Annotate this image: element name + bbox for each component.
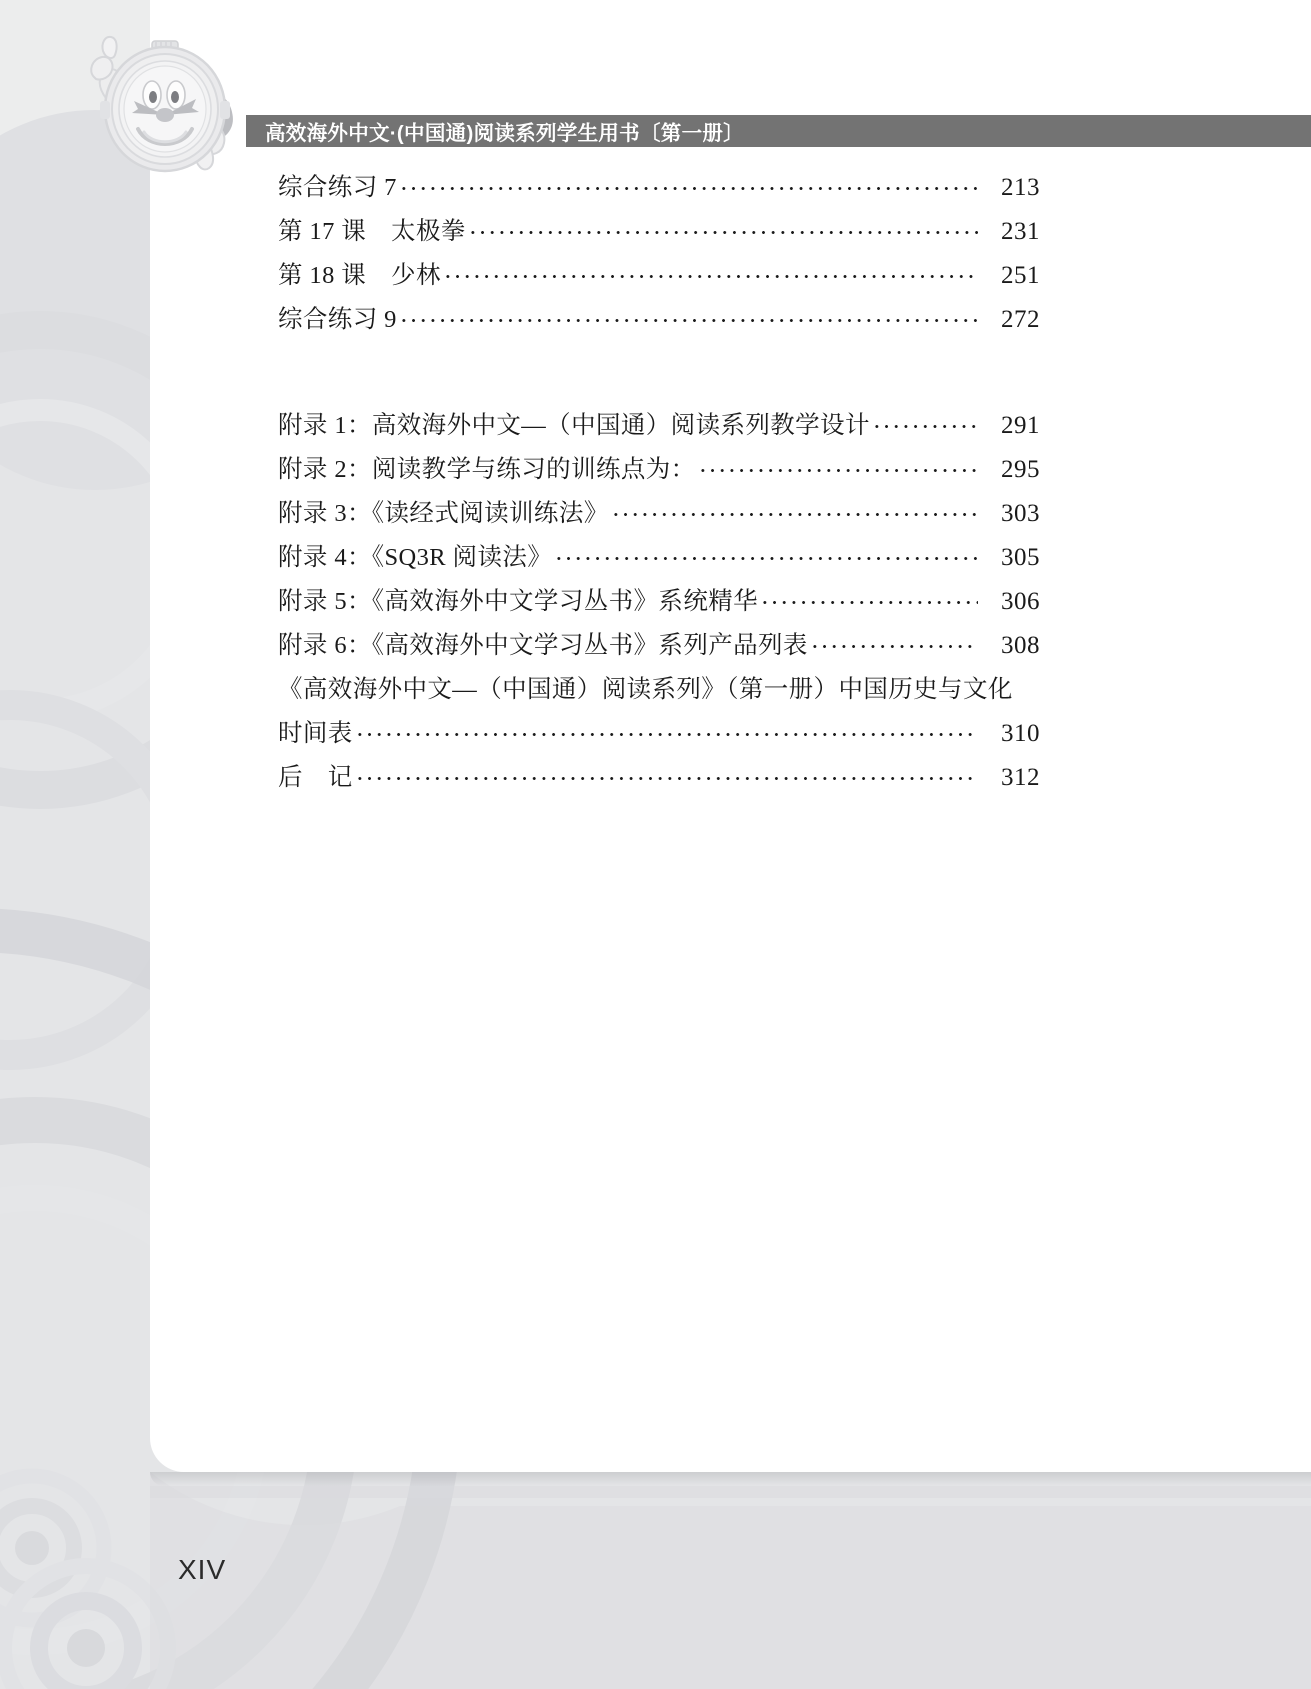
toc-page-number: 231 — [1001, 218, 1040, 245]
toc-entry-label: 附录 6：《高效海外中文学习丛书》系列产品列表 — [278, 632, 808, 659]
toc-entry-wrapped-line[interactable] — [278, 670, 1040, 714]
toc-entry[interactable] — [278, 538, 1040, 582]
running-header-title: 高效海外中文·(中国通)阅读系列学生用书〔第一册〕 — [265, 122, 744, 145]
page-card-shadow — [150, 1472, 1311, 1486]
toc-page-number: 272 — [1001, 306, 1040, 333]
toc-dot-leader — [355, 725, 978, 741]
toc-entry[interactable] — [278, 256, 1040, 300]
toc-entry-label: 综合练习 7 — [278, 174, 397, 201]
toc-dot-leader — [810, 637, 978, 653]
toc-entry-label: 第 17 课 太极拳 — [278, 218, 466, 245]
toc-entry[interactable] — [278, 494, 1040, 538]
toc-entry[interactable] — [278, 300, 1040, 344]
toc-page-number: 303 — [1001, 500, 1040, 527]
toc-page-number: 291 — [1001, 412, 1040, 439]
toc-entry[interactable] — [278, 212, 1040, 256]
toc-entry-label: 附录 1：高效海外中文—（中国通）阅读系列教学设计 — [278, 412, 870, 439]
toc-dot-leader — [698, 461, 978, 477]
toc-dot-leader — [399, 311, 978, 327]
toc-dot-leader — [760, 593, 978, 609]
toc-dot-leader — [872, 417, 978, 433]
toc-page-number: 310 — [1001, 720, 1040, 747]
toc-page-number: 251 — [1001, 262, 1040, 289]
toc-entry[interactable] — [278, 450, 1040, 494]
toc-dot-leader — [355, 769, 978, 785]
toc-entry-label: 附录 4：《SQ3R 阅读法》 — [278, 544, 553, 571]
toc-dot-leader — [399, 179, 978, 195]
smiling-clock-mascot-icon — [72, 33, 262, 183]
toc-entry[interactable] — [278, 582, 1040, 626]
toc-group — [278, 168, 1040, 344]
running-header-band — [246, 115, 1311, 147]
toc-entry-label: 《高效海外中文—（中国通）阅读系列》（第一册）中国历史与文化 — [278, 676, 1013, 703]
toc-entry[interactable] — [278, 626, 1040, 670]
toc-dot-leader — [443, 267, 978, 283]
toc-entry-label: 时间表 — [278, 720, 353, 747]
toc-dot-leader — [611, 505, 978, 521]
toc-entry[interactable] — [278, 168, 1040, 212]
page-folio: XIV — [178, 1554, 227, 1585]
toc-entry[interactable] — [278, 714, 1040, 758]
toc-page-number: 308 — [1001, 632, 1040, 659]
toc-entry[interactable] — [278, 406, 1040, 450]
toc-entry-label: 附录 3：《读经式阅读训练法》 — [278, 500, 609, 527]
table-of-contents — [278, 168, 1040, 802]
toc-group-spacer — [278, 344, 1040, 406]
toc-entry[interactable] — [278, 758, 1040, 802]
toc-page-number: 306 — [1001, 588, 1040, 615]
toc-page-number: 213 — [1001, 174, 1040, 201]
toc-page-number: 295 — [1001, 456, 1040, 483]
toc-entry-label: 第 18 课 少林 — [278, 262, 441, 289]
toc-dot-leader — [468, 223, 978, 239]
toc-page-number: 305 — [1001, 544, 1040, 571]
toc-entry-label: 附录 5：《高效海外中文学习丛书》系统精华 — [278, 588, 759, 615]
toc-entry-label: 附录 2：阅读教学与练习的训练点为： — [278, 456, 696, 483]
toc-dot-leader — [554, 549, 978, 565]
toc-group — [278, 406, 1040, 802]
toc-entry-label: 后 记 — [278, 764, 353, 791]
toc-entry-label: 综合练习 9 — [278, 306, 397, 333]
toc-page-number: 312 — [1001, 764, 1040, 791]
